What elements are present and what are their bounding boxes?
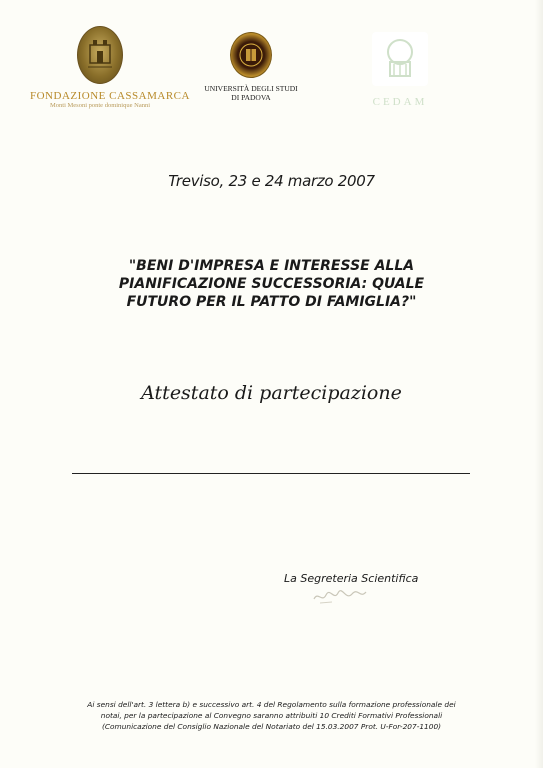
footnote-line1: Ai sensi dell'art. 3 lettera b) e successivo art. 4 del Regolamento sulla formazione professionale dei <box>87 700 456 709</box>
footnote-line3: (Comunicazione del Consiglio Nazionale del Notariato del 15.03.2007 Prot. U-For-207-1100) <box>101 722 442 731</box>
participant-name-line <box>72 473 470 474</box>
padova-seal-icon <box>230 32 272 78</box>
handwritten-signature-icon <box>310 585 370 607</box>
event-title-line1: "BENI D'IMPRESA E INTERESSE ALLA <box>128 258 415 274</box>
secretariat-label: La Segreteria Scientifica <box>284 572 419 585</box>
event-title-line3: FUTURO PER IL PATTO DI FAMIGLIA?" <box>126 294 417 310</box>
footnote <box>40 699 503 732</box>
certificate-label: Attestato di partecipazione <box>141 382 402 404</box>
cassamarca-name: FONDAZIONE CASSAMARCA <box>30 90 190 102</box>
padova-logo <box>196 32 306 102</box>
cedam-emblem-icon <box>372 32 428 86</box>
cedam-name: CEDAM <box>372 96 428 108</box>
footnote-line2: notai, per la partecipazione al Convegno saranno attribuiti 10 Crediti Formativi Professionali <box>100 711 443 720</box>
cassamarca-seal-icon <box>77 26 123 84</box>
cassamarca-subtitle: Monti Mesoni ponte dominique Nanni <box>49 102 151 109</box>
place-date: Treviso, 23 e 24 marzo 2007 <box>168 172 375 190</box>
padova-name-line1: UNIVERSITÀ DEGLI STUDI <box>204 84 298 93</box>
cassamarca-logo <box>30 26 190 109</box>
cedam-logo <box>362 32 438 108</box>
padova-name-line2: DI PADOVA <box>231 93 271 102</box>
event-title <box>60 257 483 311</box>
event-title-line2: PIANIFICAZIONE SUCCESSORIA: QUALE <box>118 276 425 292</box>
